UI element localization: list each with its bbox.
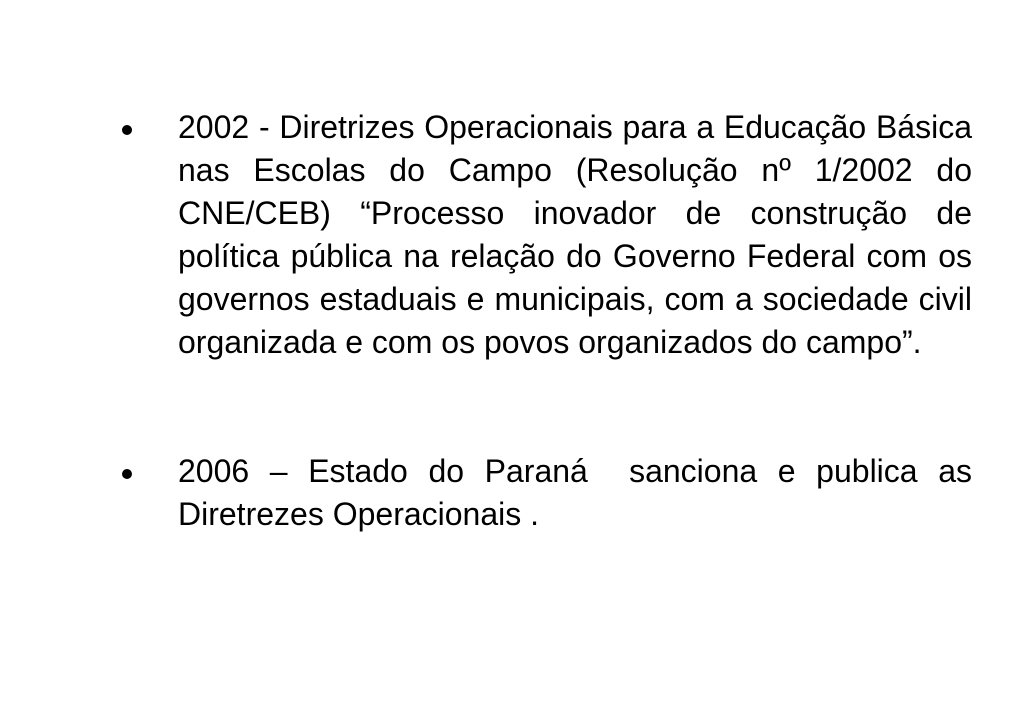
bullet-dot-icon — [122, 125, 132, 135]
bullet-text-2006: 2006 – Estado do Paraná sanciona e publica as Diretrezes Operacionais . — [178, 453, 981, 532]
bullet-item-2002 — [118, 106, 981, 364]
bullet-list — [118, 106, 981, 536]
bullet-dot-icon — [122, 469, 132, 479]
bullet-text-2002: 2002 - Diretrizes Operacionais para a Educação Básica nas Escolas do Campo (Resolução nº 1/2002 do CNE/CEB) “Processo inovador de construção de política pública na relação do Governo Federal com os governos estaduais e municipais, com a sociedade civil organizada e com os povos organizados do campo”. — [178, 109, 981, 360]
bullet-item-2006 — [118, 450, 981, 536]
